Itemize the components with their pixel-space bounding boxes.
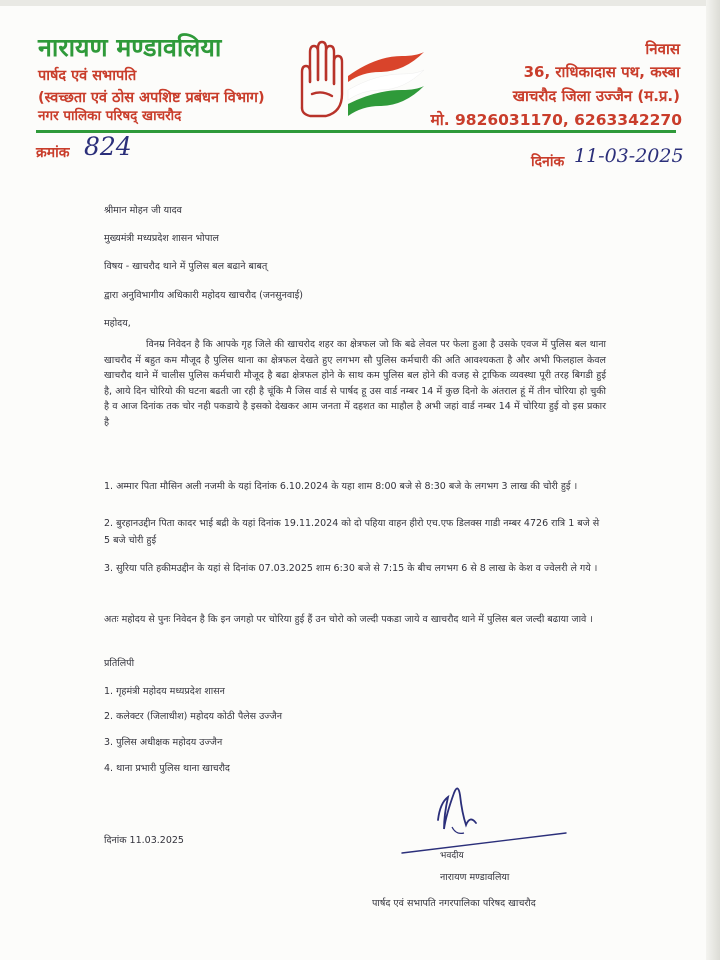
reference-number-value: 824 (84, 132, 132, 161)
letterhead-name: नारायण मण्डावलिया (38, 33, 222, 62)
closing-word: भवदीय (440, 851, 464, 861)
copy-item-3: 3. पुलिस अधीक्षक महोदय उज्जैन (104, 737, 223, 748)
letterhead-address-line2: खाचरौद जिला उज्जैन (म.प्र.) (512, 87, 680, 105)
subject-line: विषय - खाचरौद थाने में पुलिस बल बढाने बाबत् (104, 261, 268, 272)
letterhead-council: नगर पालिका परिषद् खाचरौद (38, 108, 182, 124)
page-edge-right (706, 0, 720, 960)
letterhead-department: (स्वच्छता एवं ठोस अपशिष्ट प्रबंधन विभाग) (38, 90, 265, 106)
hand-symbol-icon (292, 38, 432, 120)
body-paragraph: विनम्र निवेदन है कि आपके गृह जिले की खाचरोद शहर का क्षेत्रफल जो कि बढे लेवल पर फेला हुआ है उसके एवज में पुलिस बल थाना खाचरौद में बहुत कम मौजूद है पुलिस थाना का क्षेत्रफल देखते हुए लगभग सौ पुलिस कर्मचारी की अति आवश्यकता है और अभी फिलहाल केवल खाचरौद थाने में चालीस पुलिस कर्मचारी मौजूद है बढा क्षेत्रफल होने के साथ कम पुलिस बल होने की वजह से ट्राफिक व्यवस्था पूरी तरह बिगडी हुई है, आये दिन चोरियो की घटना बढती जा रही है चूंकि मै जिस वार्ड से पार्षद हू उस वार्ड नम्बर 14 में कुछ दिनो के अंतराल हूं में तीन चोरिया हो चुकी है व आज दिनांक तक चोर नही पकडाये है इसको देखकर आम जनता में दहशत का माहौल है अभी जहां वार्ड नम्बर 14 में चोरिया हुई वो इस प्रकार है (104, 339, 606, 428)
letterhead-phone: मो. 9826031170, 6263342270 (430, 111, 682, 129)
reference-date-label: दिनांक (531, 154, 565, 170)
recipient-office: मुख्यमंत्री मध्यप्रदेश शासन भोपाल (104, 233, 219, 244)
reference-number-label: क्रमांक (36, 145, 70, 161)
copy-item-4: 4. थाना प्रभारी पुलिस थाना खाचरौद (104, 763, 230, 774)
copy-item-2: 2. कलेक्टर (जिलाधीश) महोदय कोठी पैलेस उज्जैन (104, 711, 283, 722)
page-edge-top (0, 0, 720, 6)
signature-icon (400, 775, 570, 860)
signatory-name: नारायण मण्डावलिया (440, 872, 510, 883)
letterhead-designation: पार्षद एवं सभापति (38, 68, 137, 84)
request-paragraph: अतः महोदय से पुनः निवेदन है कि इन जगहो पर चोरिया हुई हैं उन चोरो को जल्दी पकडा जाये व खाचरौद थाने में पुलिस बल जल्दी बढाया जावे । (104, 614, 593, 625)
incident-item-3: 3. सुरिया पति हकीमउद्दीन के यहां से दिनांक 07.03.2025 शाम 6:30 बजे से 7:15 के बीच लगभग 6 से 8 लाख के केश व ज्वेलरी ले गये । (104, 563, 598, 574)
copy-item-1: 1. गृहमंत्री महोदय मध्यप्रदेश शासन (104, 686, 225, 697)
via-line: द्वारा अनुविभागीय अधिकारी महोदय खाचरौद (जनसुनवाई) (104, 290, 303, 301)
salutation: महोदय, (104, 318, 131, 329)
letterhead-residence-label: निवास (645, 40, 680, 58)
incident-item-2: 2. बुरहानउद्दीन पिता कादर भाई बद्री के यहां दिनांक 19.11.2024 को दो पहिया वाहन हीरो एच.एफ डिलक्स गाडी नम्बर 4726 रात्रि 1 बजे से 5 बजे चोरी हुई (104, 518, 600, 546)
reference-date-value: 11-03-2025 (574, 145, 684, 167)
letterhead-rule (36, 130, 676, 133)
footer-date: दिनांक 11.03.2025 (104, 835, 184, 846)
signatory-title: पार्षद एवं सभापति नगरपालिका परिषद खाचरौद (372, 898, 536, 909)
incident-item-1: 1. अम्मार पिता मौसिन अली नजमी के यहां दिनांक 6.10.2024 के यहा शाम 8:00 बजे से 8:30 बजे के लगभग 3 लाख की चोरी हुई । (104, 481, 578, 492)
letterhead-address-line1: 36, राधिकादास पथ, कस्बा (523, 63, 680, 81)
copies-heading: प्रतिलिपी (104, 658, 135, 669)
recipient-name: श्रीमान मोहन जी यादव (104, 205, 182, 216)
